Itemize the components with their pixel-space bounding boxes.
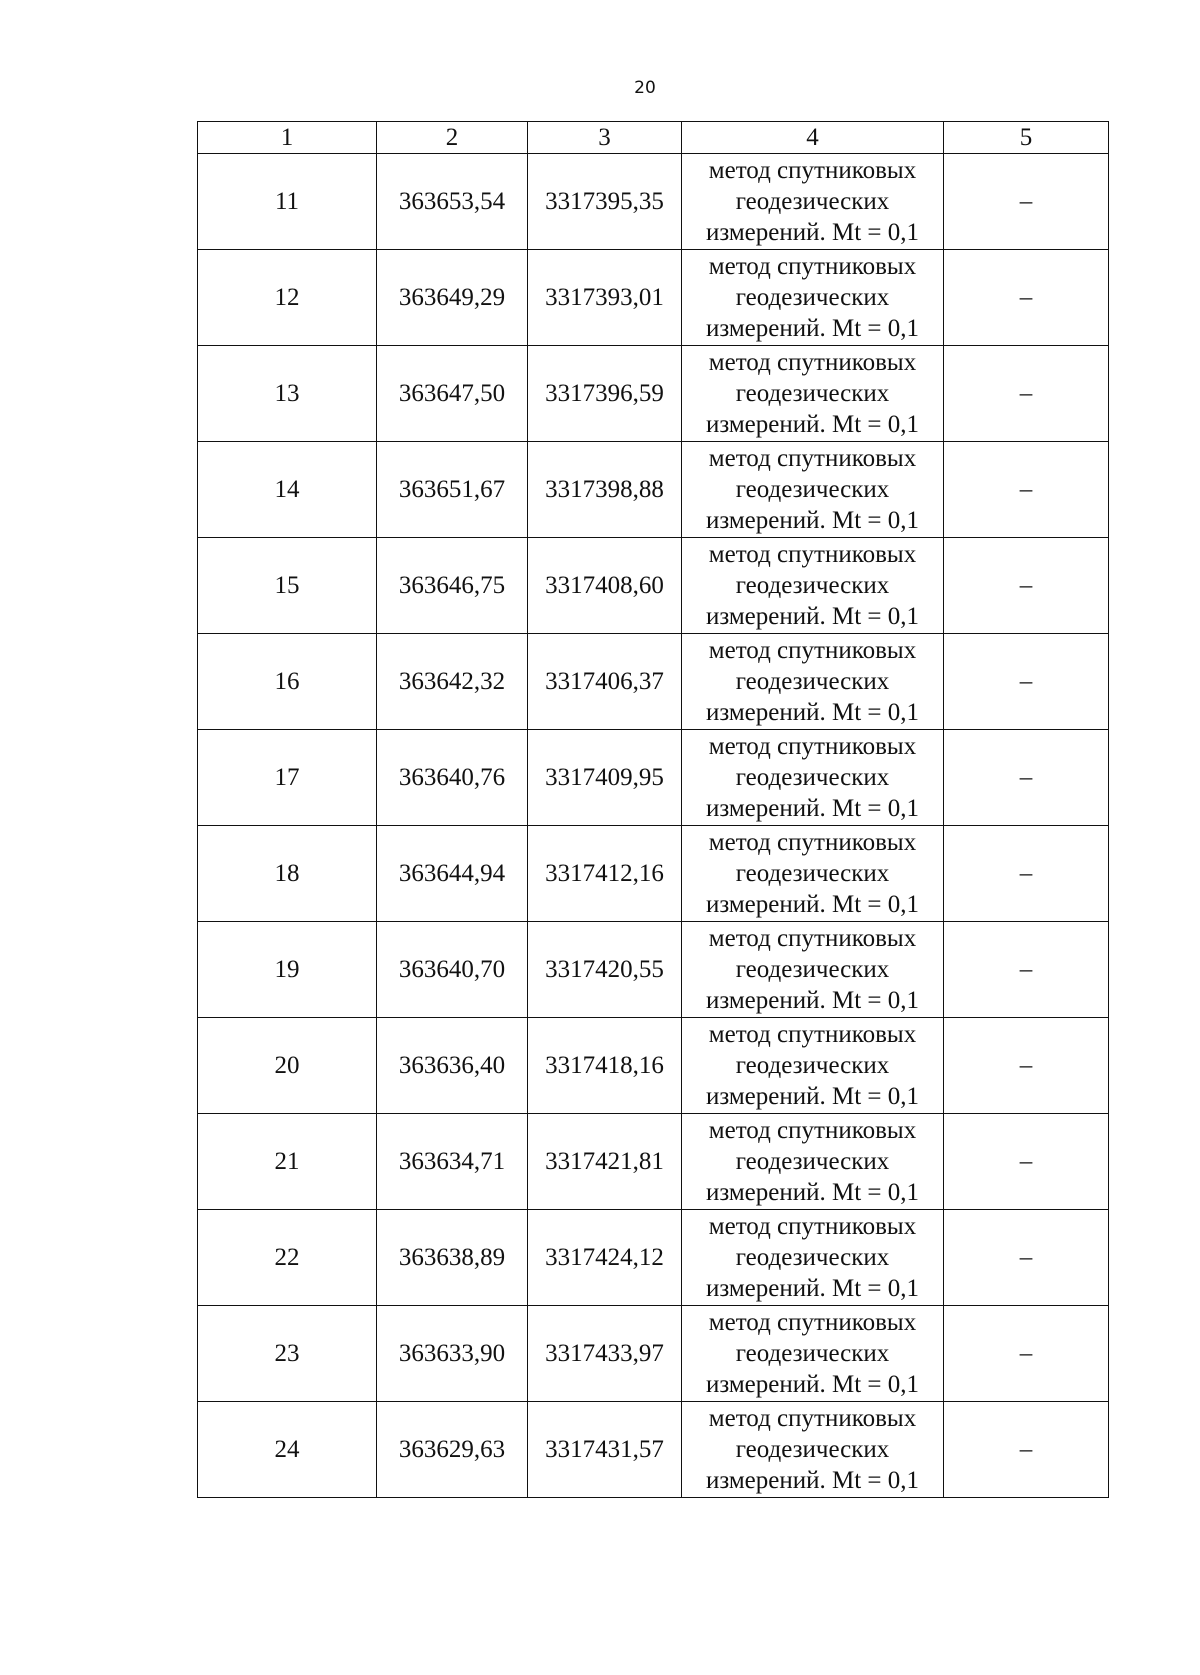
y-coordinate-cell: 3317393,01 xyxy=(528,250,682,346)
method-text-line: метод спутниковых xyxy=(708,541,917,568)
method-text-line: метод спутниковых xyxy=(708,253,917,280)
method-cell xyxy=(682,538,944,634)
x-coordinate-cell: 363649,29 xyxy=(377,250,528,346)
point-number-cell: 15 xyxy=(198,538,377,634)
column-header-4: 4 xyxy=(682,122,944,154)
description-cell: – xyxy=(944,538,1109,634)
method-text-line: метод спутниковых xyxy=(708,157,917,184)
point-number-cell: 23 xyxy=(198,1306,377,1402)
method-cell xyxy=(682,1306,944,1402)
table-row xyxy=(198,154,1109,250)
y-coordinate-cell: 3317420,55 xyxy=(528,922,682,1018)
description-cell: – xyxy=(944,1402,1109,1498)
y-coordinate-cell: 3317412,16 xyxy=(528,826,682,922)
method-text-line: геодезических xyxy=(735,1052,890,1079)
y-coordinate-cell: 3317395,35 xyxy=(528,154,682,250)
x-coordinate-cell: 363636,40 xyxy=(377,1018,528,1114)
x-coordinate-cell: 363640,76 xyxy=(377,730,528,826)
method-text-line: метод спутниковых xyxy=(708,1213,917,1240)
method-text-line: измерений. Mt = 0,1 xyxy=(705,411,920,438)
method-text-line: измерений. Mt = 0,1 xyxy=(705,987,920,1014)
method-cell xyxy=(682,250,944,346)
table-body xyxy=(198,154,1109,1498)
table-row xyxy=(198,1210,1109,1306)
y-coordinate-cell: 3317418,16 xyxy=(528,1018,682,1114)
table-header-row xyxy=(198,122,1109,154)
method-cell xyxy=(682,634,944,730)
method-text-line: измерений. Mt = 0,1 xyxy=(705,603,920,630)
description-cell: – xyxy=(944,1306,1109,1402)
y-coordinate-cell: 3317433,97 xyxy=(528,1306,682,1402)
x-coordinate-cell: 363640,70 xyxy=(377,922,528,1018)
method-cell xyxy=(682,730,944,826)
method-text-line: измерений. Mt = 0,1 xyxy=(705,1275,920,1302)
method-text-line: измерений. Mt = 0,1 xyxy=(705,1179,920,1206)
x-coordinate-cell: 363633,90 xyxy=(377,1306,528,1402)
description-cell: – xyxy=(944,730,1109,826)
method-text-line: геодезических xyxy=(735,284,890,311)
y-coordinate-cell: 3317396,59 xyxy=(528,346,682,442)
method-text-line: геодезических xyxy=(735,1340,890,1367)
method-text-line: измерений. Mt = 0,1 xyxy=(705,1083,920,1110)
description-cell: – xyxy=(944,442,1109,538)
method-text-line: геодезических xyxy=(735,764,890,791)
method-text-line: геодезических xyxy=(735,1244,890,1271)
method-cell xyxy=(682,1210,944,1306)
table-row xyxy=(198,922,1109,1018)
description-cell: – xyxy=(944,634,1109,730)
method-text-line: измерений. Mt = 0,1 xyxy=(705,219,920,246)
method-cell xyxy=(682,346,944,442)
method-text-line: метод спутниковых xyxy=(708,733,917,760)
y-coordinate-cell: 3317398,88 xyxy=(528,442,682,538)
point-number-cell: 11 xyxy=(198,154,377,250)
description-cell: – xyxy=(944,1114,1109,1210)
table-row xyxy=(198,730,1109,826)
x-coordinate-cell: 363638,89 xyxy=(377,1210,528,1306)
column-header-2: 2 xyxy=(377,122,528,154)
method-text-line: метод спутниковых xyxy=(708,1309,917,1336)
x-coordinate-cell: 363653,54 xyxy=(377,154,528,250)
method-cell xyxy=(682,1114,944,1210)
description-cell: – xyxy=(944,922,1109,1018)
point-number-cell: 24 xyxy=(198,1402,377,1498)
method-cell xyxy=(682,922,944,1018)
table-row xyxy=(198,442,1109,538)
point-number-cell: 14 xyxy=(198,442,377,538)
column-header-5: 5 xyxy=(944,122,1109,154)
point-number-cell: 21 xyxy=(198,1114,377,1210)
method-text-line: метод спутниковых xyxy=(708,829,917,856)
point-number-cell: 12 xyxy=(198,250,377,346)
point-number-cell: 20 xyxy=(198,1018,377,1114)
method-cell xyxy=(682,1402,944,1498)
y-coordinate-cell: 3317431,57 xyxy=(528,1402,682,1498)
x-coordinate-cell: 363629,63 xyxy=(377,1402,528,1498)
table-row xyxy=(198,1018,1109,1114)
y-coordinate-cell: 3317424,12 xyxy=(528,1210,682,1306)
method-cell xyxy=(682,442,944,538)
point-number-cell: 16 xyxy=(198,634,377,730)
point-number-cell: 17 xyxy=(198,730,377,826)
y-coordinate-cell: 3317408,60 xyxy=(528,538,682,634)
description-cell: – xyxy=(944,1210,1109,1306)
y-coordinate-cell: 3317409,95 xyxy=(528,730,682,826)
description-cell: – xyxy=(944,1018,1109,1114)
method-text-line: измерений. Mt = 0,1 xyxy=(705,795,920,822)
table-row xyxy=(198,826,1109,922)
y-coordinate-cell: 3317406,37 xyxy=(528,634,682,730)
x-coordinate-cell: 363651,67 xyxy=(377,442,528,538)
method-text-line: метод спутниковых xyxy=(708,637,917,664)
method-text-line: геодезических xyxy=(735,572,890,599)
description-cell: – xyxy=(944,154,1109,250)
method-text-line: измерений. Mt = 0,1 xyxy=(705,891,920,918)
method-text-line: геодезических xyxy=(735,380,890,407)
page-number: 20 xyxy=(634,78,656,98)
table-row xyxy=(198,1402,1109,1498)
coordinates-table xyxy=(197,121,1109,1498)
method-text-line: измерений. Mt = 0,1 xyxy=(705,1371,920,1398)
point-number-cell: 22 xyxy=(198,1210,377,1306)
column-header-1: 1 xyxy=(198,122,377,154)
table-row xyxy=(198,1306,1109,1402)
table-row xyxy=(198,346,1109,442)
method-text-line: геодезических xyxy=(735,476,890,503)
method-text-line: геодезических xyxy=(735,956,890,983)
x-coordinate-cell: 363642,32 xyxy=(377,634,528,730)
table-row xyxy=(198,250,1109,346)
x-coordinate-cell: 363646,75 xyxy=(377,538,528,634)
table-row xyxy=(198,1114,1109,1210)
point-number-cell: 19 xyxy=(198,922,377,1018)
point-number-cell: 13 xyxy=(198,346,377,442)
method-text-line: геодезических xyxy=(735,1436,890,1463)
method-text-line: геодезических xyxy=(735,1148,890,1175)
description-cell: – xyxy=(944,346,1109,442)
method-text-line: метод спутниковых xyxy=(708,925,917,952)
description-cell: – xyxy=(944,826,1109,922)
method-cell xyxy=(682,1018,944,1114)
method-cell xyxy=(682,154,944,250)
method-text-line: измерений. Mt = 0,1 xyxy=(705,1467,920,1494)
method-text-line: геодезических xyxy=(735,860,890,887)
method-text-line: метод спутниковых xyxy=(708,1021,917,1048)
method-text-line: геодезических xyxy=(735,188,890,215)
x-coordinate-cell: 363647,50 xyxy=(377,346,528,442)
method-text-line: измерений. Mt = 0,1 xyxy=(705,315,920,342)
x-coordinate-cell: 363634,71 xyxy=(377,1114,528,1210)
method-text-line: метод спутниковых xyxy=(708,1117,917,1144)
method-text-line: метод спутниковых xyxy=(708,349,917,376)
table-row xyxy=(198,538,1109,634)
table-row xyxy=(198,634,1109,730)
y-coordinate-cell: 3317421,81 xyxy=(528,1114,682,1210)
method-text-line: измерений. Mt = 0,1 xyxy=(705,507,920,534)
method-text-line: геодезических xyxy=(735,668,890,695)
point-number-cell: 18 xyxy=(198,826,377,922)
method-text-line: метод спутниковых xyxy=(708,445,917,472)
method-text-line: измерений. Mt = 0,1 xyxy=(705,699,920,726)
method-text-line: метод спутниковых xyxy=(708,1405,917,1432)
method-cell xyxy=(682,826,944,922)
x-coordinate-cell: 363644,94 xyxy=(377,826,528,922)
column-header-3: 3 xyxy=(528,122,682,154)
description-cell: – xyxy=(944,250,1109,346)
